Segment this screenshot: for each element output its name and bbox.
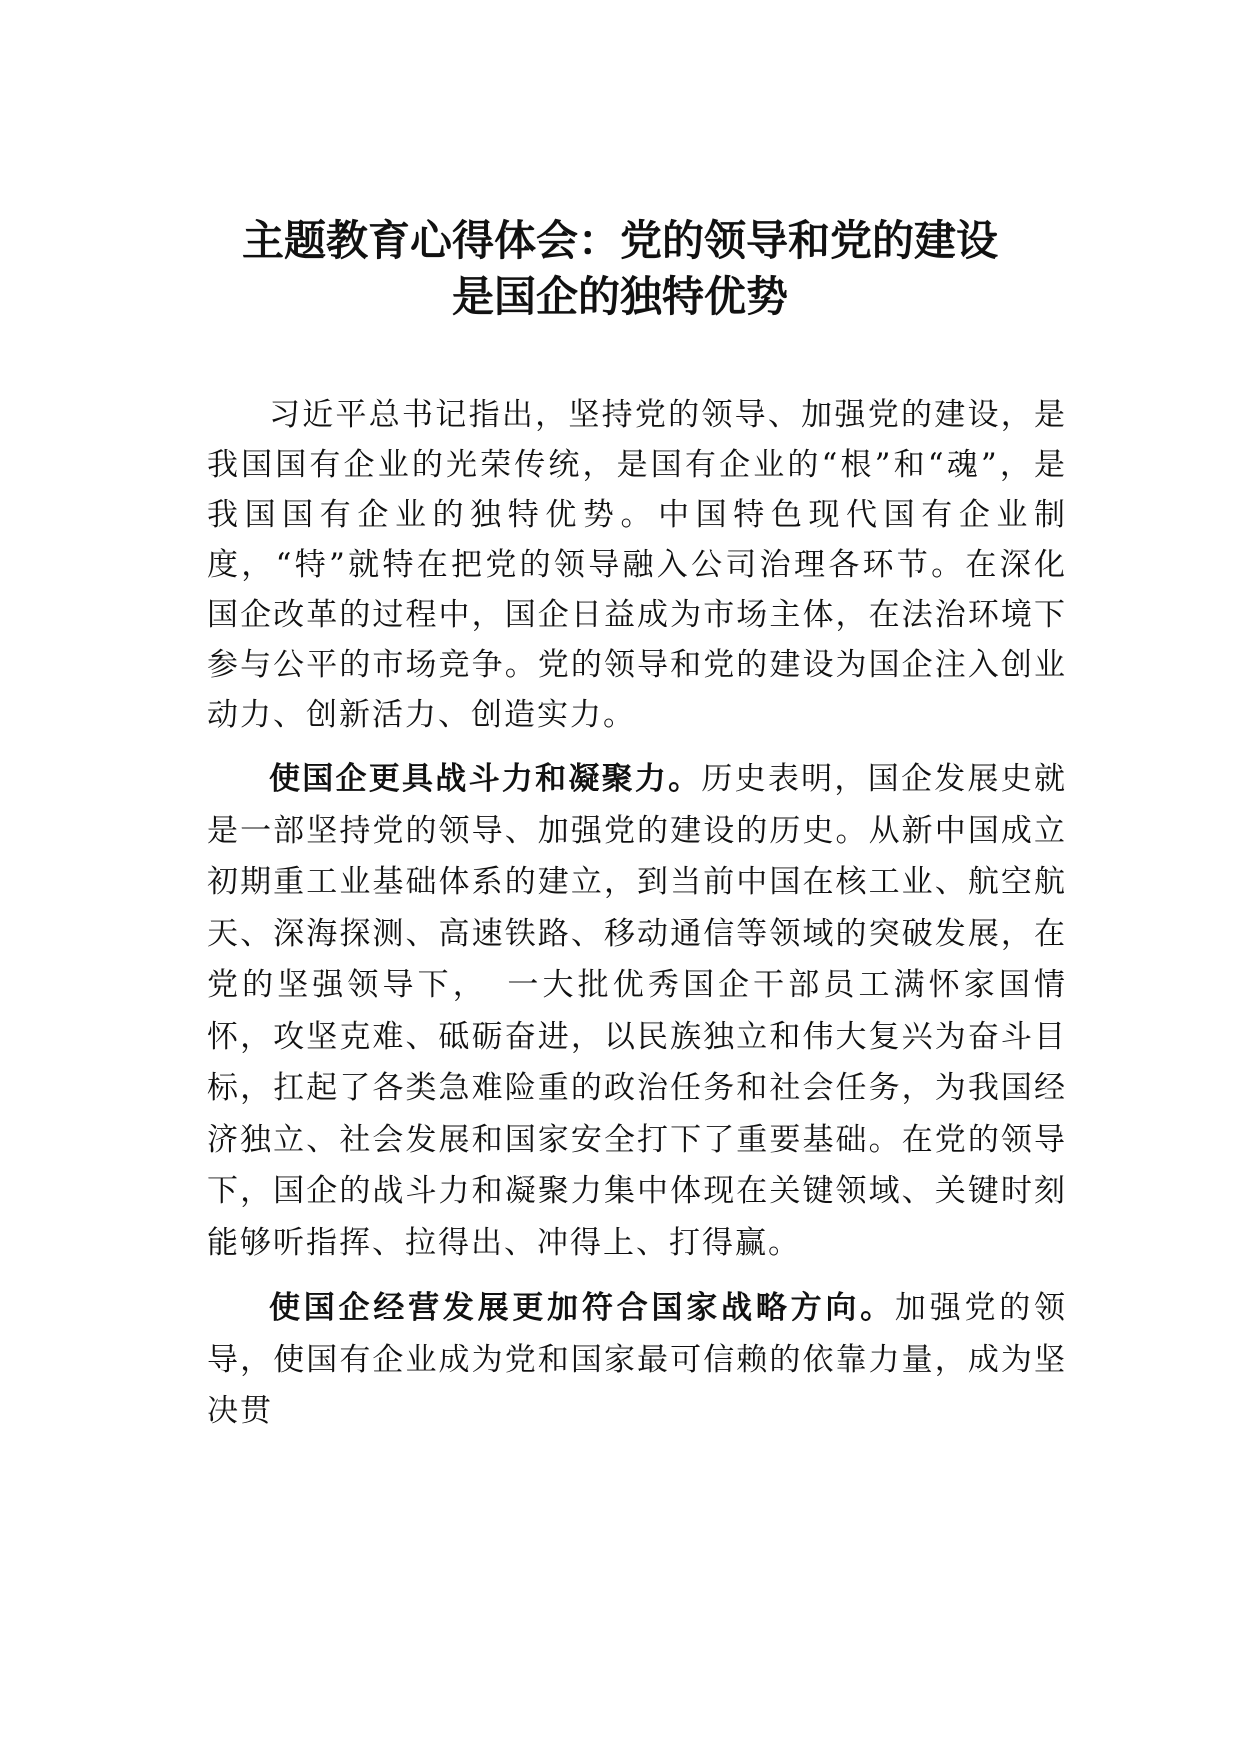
paragraph-text: 历史表明，国企发展史就是一部坚持党的领导、加强党的建设的历史。从新中国成立初期重工业基础体系的建立，到当前中国在核工业、航空航天、深海探测、高速铁路、移动通信等领域的突破发展，在党的坚强领导下， 一大批优秀国企干部员工满怀家国情怀，攻坚克难、砥砺奋进，以民族独立和伟大复兴为奋斗目标，扛起了各类急难险重的政治任务和社会任务，为我国经济独立、社会发展和国家安全打下了重要基础。在党的领导下，国企的战斗力和凝聚力集中体现在关键领域、关键时刻能够听指挥、拉得出、冲得上、打得赢。 — [207, 761, 1067, 1261]
paragraph-national-strategy — [207, 1283, 1067, 1438]
title-line-2: 是国企的独特优势 — [451, 272, 788, 321]
paragraph-text: 加强党的领导，使国有企业成为党和国家最可信赖的依靠力量，成为坚决贯 — [207, 1290, 1068, 1429]
paragraph-intro — [207, 390, 1067, 740]
paragraph-combat-cohesion — [207, 754, 1067, 1269]
paragraph-lead-heading: 使国企经营发展更加符合国家战略方向。 — [269, 1290, 895, 1326]
document-title — [180, 213, 1060, 325]
paragraph-lead-heading: 使国企更具战斗力和凝聚力。 — [269, 761, 702, 797]
paragraph-text: 习近平总书记指出，坚持党的领导、加强党的建设，是我国国有企业的光荣传统，是国有企业的“根”和“魂”，是我国国有企业的独特优势。中国特色现代国有企业制度，“特”就特在把党的领导融入公司治理各环节。在深化国企改革的过程中，国企日益成为市场主体，在法治环境下参与公平的市场竞争。党的领导和党的建设为国企注入创业动力、创新活力、创造实力。 — [207, 397, 1067, 733]
document-body — [207, 390, 1067, 1438]
title-line-1: 主题教育心得体会：党的领导和党的建设 — [241, 216, 998, 265]
